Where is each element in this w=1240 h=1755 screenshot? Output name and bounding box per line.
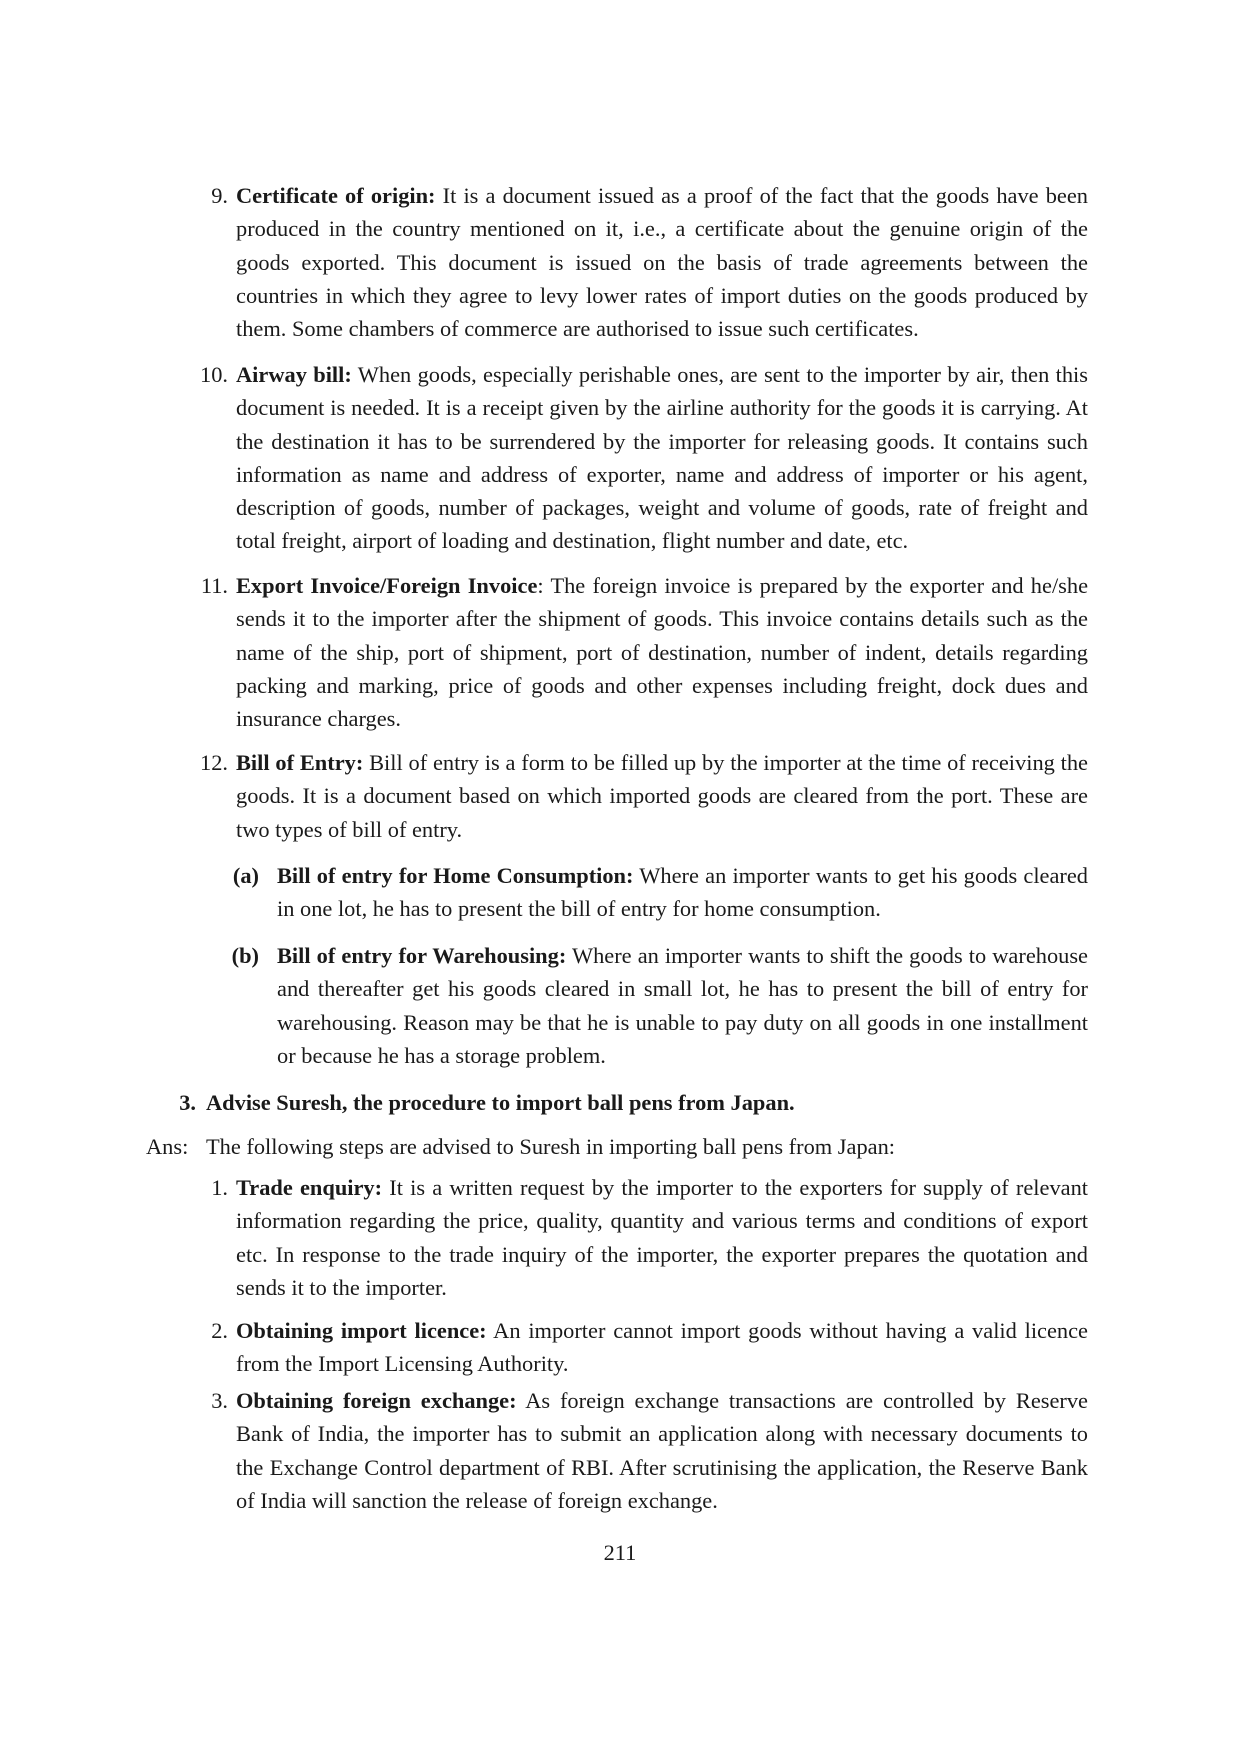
step-number: 1. <box>211 1175 228 1200</box>
answer-intro <box>146 1130 1088 1163</box>
subitem-label: (a) <box>232 863 259 888</box>
question-text: Advise Suresh, the procedure to import ball pens from Japan. <box>206 1090 795 1115</box>
item-number: 9. <box>211 183 228 208</box>
step-text: It is a written request by the importer to the exporters for supply of relevant information regarding the price, quality, quantity and various terms and conditions of export etc. In response to the trade inquiry of the importer, the exporter prepares the quotation and sends it to the importer. <box>236 1175 1088 1300</box>
item-title: Export Invoice/Foreign Invoice <box>236 573 538 598</box>
item-text: Bill of entry is a form to be filled up by the importer at the time of receiving the goods. It is a document based on which imported goods are cleared from the port. These are two types of bill of entry. <box>236 750 1088 842</box>
subitem-text: Where an importer wants to get his goods cleared in one lot, he has to present the bill of entry for home consumption. <box>277 863 1089 922</box>
item-number: 11. <box>200 573 228 598</box>
step-text: An importer cannot import goods without having a valid licence from the Import Licensing Authority. <box>236 1318 1088 1377</box>
item-bill-of-entry <box>200 746 1088 846</box>
subitem-title: Bill of entry for Home Consumption: <box>277 863 634 888</box>
step-title: Trade enquiry: <box>236 1175 383 1200</box>
step-foreign-exchange <box>211 1384 1088 1517</box>
subitem-label: (b) <box>231 943 259 968</box>
subitem-text: Where an importer wants to shift the goods to warehouse and thereafter get his goods cleared in small lot, he has to present the bill of entry for warehousing. Reason may be that he is unable to pay duty on all goods in one installment or because he has a storage problem. <box>277 943 1088 1068</box>
item-text: When goods, especially perishable ones, are sent to the importer by air, then this document is needed. It is a receipt given by the airline authority for the goods it is carrying. At the destination it has to be surrendered by the importer for releasing goods. It contains such information as name and address of exporter, name and address of importer or his agent, description of goods, number of packages, weight and volume of goods, rate of freight and total freight, airport of loading and destination, flight number and date, etc. <box>236 362 1088 554</box>
step-number: 3. <box>211 1388 228 1413</box>
subitem-home-consumption <box>232 859 1089 926</box>
item-export-invoice <box>200 569 1089 735</box>
item-number: 12. <box>200 750 228 775</box>
step-trade-enquiry <box>211 1171 1088 1304</box>
step-number: 2. <box>211 1318 228 1343</box>
item-title: Airway bill: <box>236 362 352 387</box>
item-text: It is a document issued as a proof of the fact that the goods have been produced in the country mentioned on it, i.e., a certificate about the genuine origin of the goods exported. This document is issued on the basis of trade agreements between the countries in which they agree to levy lower rates of import duties on the goods produced by them. Some chambers of commerce are authorised to issue such certificates. <box>236 183 1088 342</box>
item-number: 10. <box>200 362 228 387</box>
item-title: Certificate of origin: <box>236 183 436 208</box>
subitem-warehousing <box>231 939 1088 1072</box>
item-text: : The foreign invoice is prepared by the exporter and he/she sends it to the importer after the shipment of goods. This invoice contains details such as the name of the ship, port of shipment, port of destination, number of indent, details regarding packing and marking, price of goods and other expenses including freight, dock dues and insurance charges. <box>236 573 1089 732</box>
question-number: 3. <box>179 1090 196 1115</box>
step-title: Obtaining foreign exchange: <box>236 1388 517 1413</box>
subitem-title: Bill of entry for Warehousing: <box>277 943 567 968</box>
page-number: 211 <box>603 1540 637 1565</box>
step-text: As foreign exchange transactions are controlled by Reserve Bank of India, the importer has to submit an application along with necessary documents to the Exchange Control department of RBI. After scrutinising the application, the Reserve Bank of India will sanction the release of foreign exchange. <box>236 1388 1088 1513</box>
item-title: Bill of Entry: <box>236 750 364 775</box>
item-airway-bill <box>200 358 1088 558</box>
question <box>179 1086 1088 1119</box>
item-certificate-of-origin <box>211 179 1088 345</box>
answer-text: The following steps are advised to Suresh in importing ball pens from Japan: <box>206 1134 896 1159</box>
answer-label: Ans: <box>146 1134 189 1159</box>
step-title: Obtaining import licence: <box>236 1318 487 1343</box>
step-import-licence <box>211 1314 1088 1381</box>
